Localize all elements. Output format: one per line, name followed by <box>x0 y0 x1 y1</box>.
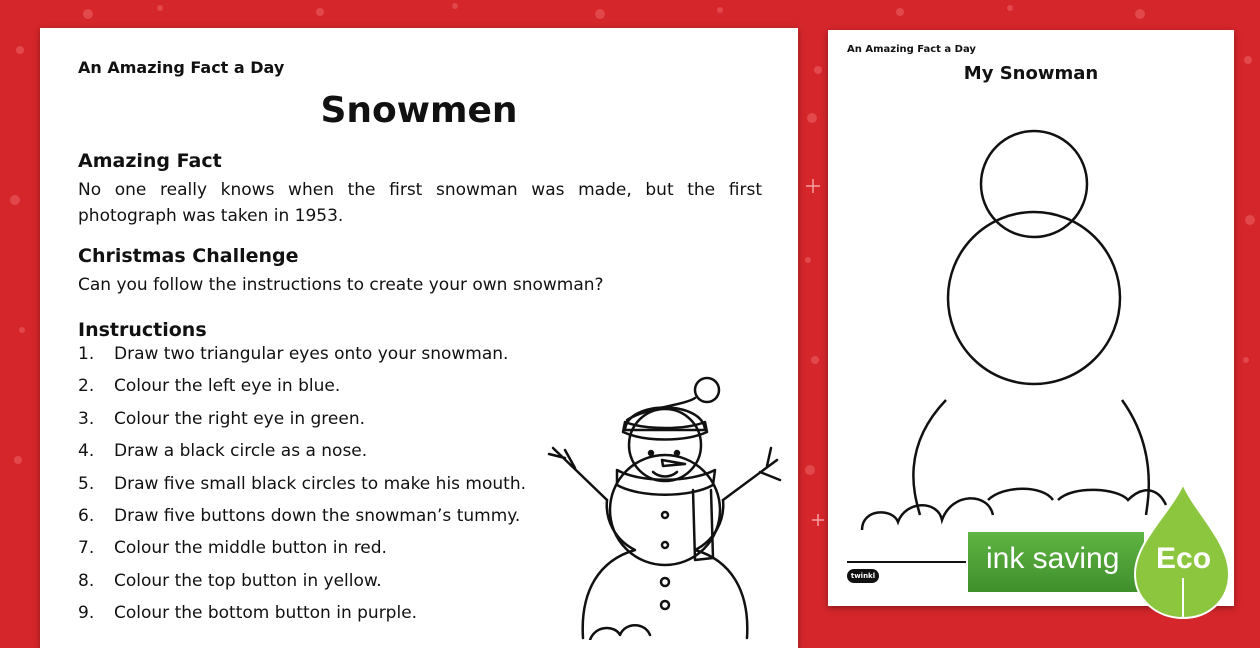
challenge-text: Can you follow the instructions to create your own snowman? <box>78 275 604 295</box>
snowman-illustration <box>545 350 785 640</box>
list-item: 2. Colour the left eye in blue. <box>78 376 341 397</box>
worksheet-title: Snowmen <box>320 90 518 131</box>
list-item: 8. Colour the top button in yellow. <box>78 570 382 591</box>
drawing-sheet-title: My Snowman <box>963 63 1099 84</box>
list-item: 4. Draw a black circle as a nose. <box>78 441 368 462</box>
ink-saving-bar <box>966 530 1146 594</box>
list-item: 5. Draw five small black circles to make his mouth. <box>78 473 527 494</box>
ink-saving-label: ink saving <box>986 542 1120 575</box>
fact-worksheet <box>40 28 798 648</box>
eco-label: Eco <box>1156 542 1212 575</box>
fact-text: No one really knows when the first snowman was made, but the first photograph was taken in 1953. <box>78 180 762 226</box>
instructions-list <box>78 344 526 636</box>
list-item: 1. Draw two triangular eyes onto your snowman. <box>78 344 509 364</box>
list-item: 3. Colour the right eye in green. <box>78 408 365 429</box>
challenge-heading: Christmas Challenge <box>78 245 299 267</box>
ink-saving-badge <box>966 482 1230 622</box>
list-item: 9. Colour the bottom button in purple. <box>78 603 418 624</box>
series-title: An Amazing Fact a Day <box>847 44 976 55</box>
fact-heading: Amazing Fact <box>78 150 222 172</box>
list-item: 7. Colour the middle button in red. <box>78 538 387 559</box>
brand-logo: twinkl <box>847 569 879 583</box>
list-item: 6. Draw five buttons down the snowman’s tummy. <box>78 505 521 526</box>
instructions-heading: Instructions <box>78 319 207 341</box>
series-title: An Amazing Fact a Day <box>78 58 285 77</box>
